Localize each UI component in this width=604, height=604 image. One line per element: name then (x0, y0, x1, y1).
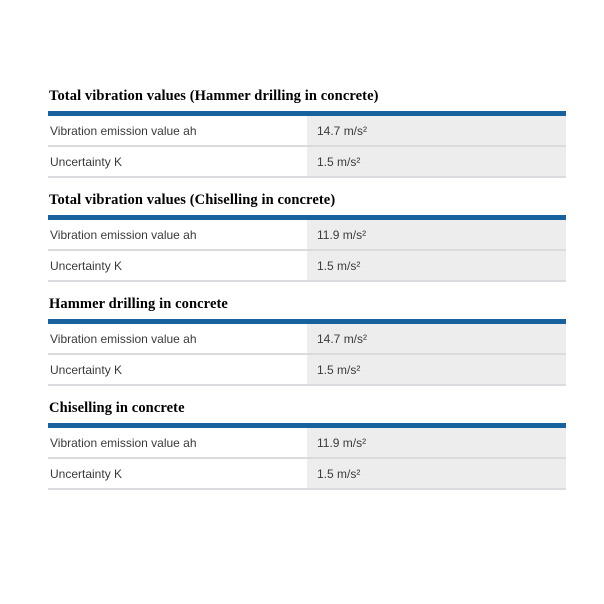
table-row (48, 459, 566, 490)
row-label: Vibration emission value ah (48, 220, 307, 249)
table-row (48, 324, 566, 355)
row-value: 11.9 m/s² (307, 428, 566, 457)
spec-section-total-hammer-drilling (48, 87, 566, 178)
row-label: Vibration emission value ah (48, 116, 307, 145)
spec-table (48, 215, 566, 282)
row-value: 1.5 m/s² (307, 355, 566, 384)
section-title: Total vibration values (Hammer drilling in concrete) (49, 88, 379, 104)
row-value: 14.7 m/s² (307, 324, 566, 353)
table-row (48, 355, 566, 386)
row-label: Uncertainty K (48, 147, 307, 176)
row-value: 1.5 m/s² (307, 147, 566, 176)
section-title: Total vibration values (Chiselling in concrete) (49, 192, 336, 208)
row-label: Uncertainty K (48, 459, 307, 488)
spec-table (48, 111, 566, 178)
table-row (48, 220, 566, 251)
row-label: Vibration emission value ah (48, 324, 307, 353)
spec-section-chiselling (48, 399, 566, 490)
row-value: 14.7 m/s² (307, 116, 566, 145)
spec-table (48, 319, 566, 386)
spec-section-hammer-drilling (48, 295, 566, 386)
spec-table (48, 423, 566, 490)
section-title: Chiselling in concrete (49, 400, 185, 416)
row-label: Uncertainty K (48, 355, 307, 384)
row-label: Uncertainty K (48, 251, 307, 280)
table-row (48, 428, 566, 459)
row-value: 11.9 m/s² (307, 220, 566, 249)
row-value: 1.5 m/s² (307, 251, 566, 280)
vibration-specs-content (48, 87, 566, 503)
section-title: Hammer drilling in concrete (49, 296, 228, 312)
row-label: Vibration emission value ah (48, 428, 307, 457)
row-value: 1.5 m/s² (307, 459, 566, 488)
spec-section-total-chiselling (48, 191, 566, 282)
table-row (48, 116, 566, 147)
table-row (48, 147, 566, 178)
table-row (48, 251, 566, 282)
